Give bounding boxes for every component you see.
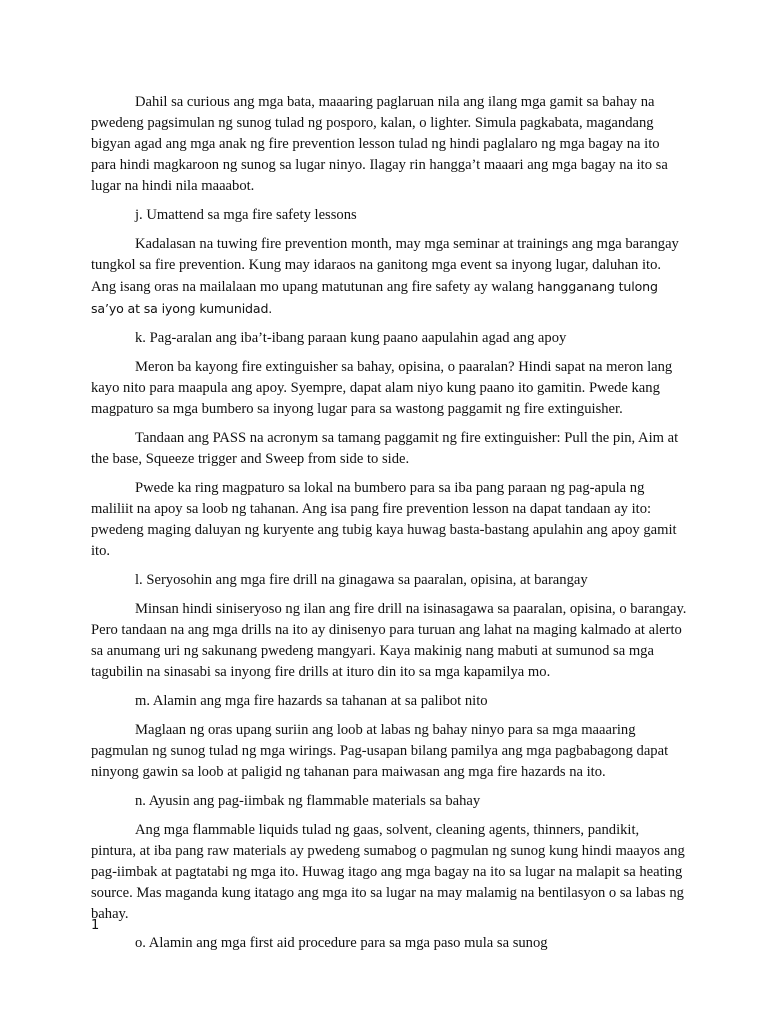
heading-n-flammable-storage: n. Ayusin ang pag-iimbak ng flammable materials sa bahay [135, 793, 481, 809]
document-body [91, 92, 687, 962]
heading-k-extinguish-fire: k. Pag-aralan ang iba’t-ibang paraan kung paano aapulahin agad ang apoy [135, 330, 567, 346]
paragraph-fire-prevention-month-text: Kadalasan na tuwing fire prevention month, may mga seminar at trainings ang mga barangay tungkol sa fire prevention. Kung may idaraos na ganitong mga event sa inyong lugar, daluhan ito. Ang isang oras na mailalaan mo upang matutunan ang fire safety ay walang [91, 236, 679, 295]
paragraph-local-firefighter: Pwede ka ring magpaturo sa lokal na bumbero para sa iba pang paraan ng pag-apula ng maliliit na apoy sa loob ng tahanan. Ang isa pang fire prevention lesson na dapat tandaan ay ito: pwedeng maging daluyan ng kuryente ang tubig kaya huwag basta-bastang apulahin ang apoy gamit ito. [91, 480, 677, 559]
paragraph-fire-prevention-month [91, 234, 687, 320]
heading-m-fire-hazards: m. Alamin ang mga fire hazards sa tahanan at sa palibot nito [135, 693, 488, 709]
paragraph-children-safety: Dahil sa curious ang mga bata, maaaring paglaruan nila ang ilang mga gamit sa bahay na pwedeng pagsimulan ng sunog tulad ng posporo, kalan, o lighter. Simula pagkabata, magandang bigyan agad ang mga anak ng fire prevention lesson tulad ng hindi paglalaro ng mga bagay na ito para hindi magkaroon ng sunog sa lugar ninyo. Ilagay rin hangga’t maaari ang mga bagay na ito sa lugar na hindi nila maaabot. [91, 94, 668, 194]
paragraph-fire-prevention-month-tail: hangganang tulong sa’yo at sa iyong kumunidad. [91, 279, 658, 316]
heading-l-fire-drills: l. Seryosohin ang mga fire drill na ginagawa sa paaralan, opisina, at barangay [135, 572, 588, 588]
paragraph-fire-drills: Minsan hindi siniseryoso ng ilan ang fire drill na isinasagawa sa paaralan, opisina, o barangay. Pero tandaan na ang mga drills na ito ay dinisenyo para turuan ang lahat na maging kalmado at alerto sa anumang uri ng sakunang pwedeng mangyari. Kaya makinig nang mabuti at sumunod sa mga tagubilin na sinasabi sa inyong fire drills at ituro din ito sa mga kapamilya mo. [91, 601, 687, 680]
paragraph-flammable-liquids: Ang mga flammable liquids tulad ng gaas, solvent, cleaning agents, thinners, pandikit, pintura, at iba pang raw materials ay pwedeng sumabog o pagmulan ng sunog kung hindi maayos ang pag-iimbak at pagtatabi ng mga ito. Huwag itago ang mga bagay na ito sa lugar na malapit sa heating source. Mas maganda kung itatago ang mga ito sa lugar na may malamig na bentilasyon o sa labas ng bahay. [91, 822, 685, 922]
paragraph-pass-acronym: Tandaan ang PASS na acronym sa tamang paggamit ng fire extinguisher: Pull the pin, Aim at the base, Squeeze trigger and Sweep from side to side. [91, 430, 679, 467]
heading-o-first-aid: o. Alamin ang mga first aid procedure para sa mga paso mula sa sunog [135, 935, 548, 951]
paragraph-fire-hazards: Maglaan ng oras upang suriin ang loob at labas ng bahay ninyo para sa mga maaaring pagmulan ng sunog tulad ng mga wirings. Pag-usapan bilang pamilya ang mga pagbabagong dapat ninyong gawin sa loob at paligid ng tahanan para maiwasan ang mga fire hazards na ito. [91, 722, 669, 780]
paragraph-fire-extinguisher: Meron ba kayong fire extinguisher sa bahay, opisina, o paaralan? Hindi sapat na meron lang kayo nito para maapula ang apoy. Syempre, dapat alam niyo kung paano ito gamitin. Pwede kang magpaturo sa mga bumbero sa inyong lugar para sa wastong paggamit ng fire extinguisher. [91, 359, 673, 417]
page-number: 1 [91, 918, 100, 933]
heading-j-fire-safety-lessons: j. Umattend sa mga fire safety lessons [135, 207, 357, 223]
